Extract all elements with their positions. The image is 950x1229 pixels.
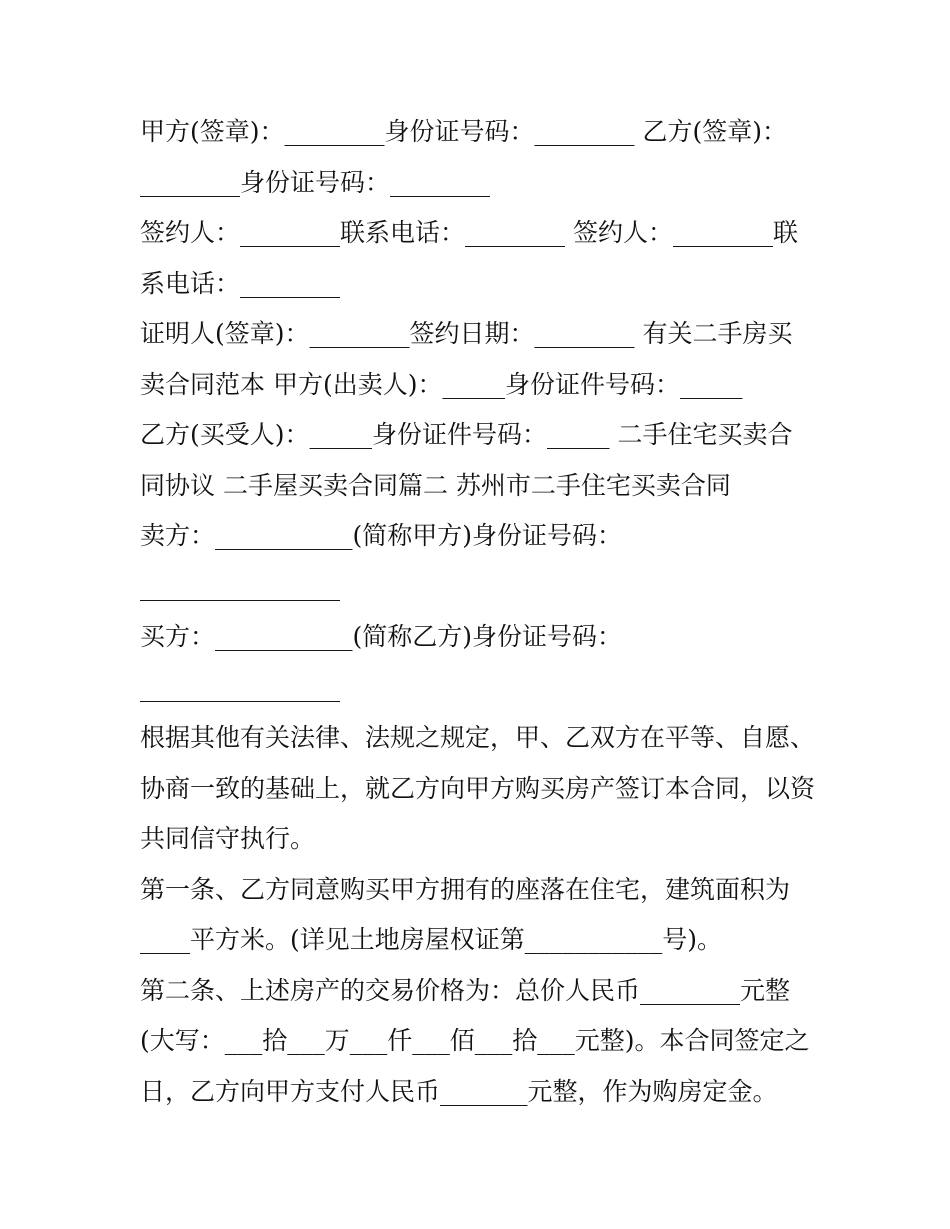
- text-line: ____平方米。(详见土地房屋权证第___________号)。: [140, 925, 723, 954]
- text-line: ________身份证号码：________: [140, 167, 491, 197]
- text-line: 买方：___________(简称乙方)身份证号码：: [140, 622, 623, 651]
- text-line: 甲方(签章)：________身份证号码：________ 乙方(签章)：: [140, 117, 787, 146]
- text-line: (大写：___拾___万___仟___佰___拾___元整)。本合同签定之: [140, 1026, 810, 1055]
- text-line: 卖合同范本 甲方(出卖人)：_____身份证件号码：_____: [140, 369, 743, 399]
- text-line: 乙方(买受人)：_____身份证件号码：_____ 二手住宅买卖合: [140, 420, 793, 449]
- document-body: [140, 107, 820, 1117]
- text-line: 同协议 二手屋买卖合同篇二 苏州市二手住宅买卖合同: [140, 470, 731, 500]
- text-line: 系电话：________: [140, 268, 341, 298]
- text-line: 签约人：________联系电话：________ 签约人：________联: [140, 218, 798, 247]
- text-line: 根据其他有关法律、法规之规定，甲、乙双方在平等、自愿、: [140, 723, 816, 752]
- text-line: 证明人(签章)：________签约日期：________ 有关二手房买: [140, 319, 793, 348]
- text-line: 日，乙方向甲方支付人民币_______元整，作为购房定金。: [140, 1076, 778, 1106]
- text-line: ________________: [140, 571, 340, 601]
- text-line: 第二条、上述房产的交易价格为：总价人民币________元整: [140, 975, 791, 1005]
- text-line: ________________: [140, 672, 340, 702]
- text-line: 第一条、乙方同意购买甲方拥有的座落在住宅，建筑面积为: [140, 874, 791, 904]
- text-line: 卖方：___________(简称甲方)身份证号码：: [140, 521, 623, 550]
- text-line: 协商一致的基础上，就乙方向甲方购买房产签订本合同，以资: [140, 773, 816, 803]
- text-line: 共同信守执行。: [140, 824, 316, 853]
